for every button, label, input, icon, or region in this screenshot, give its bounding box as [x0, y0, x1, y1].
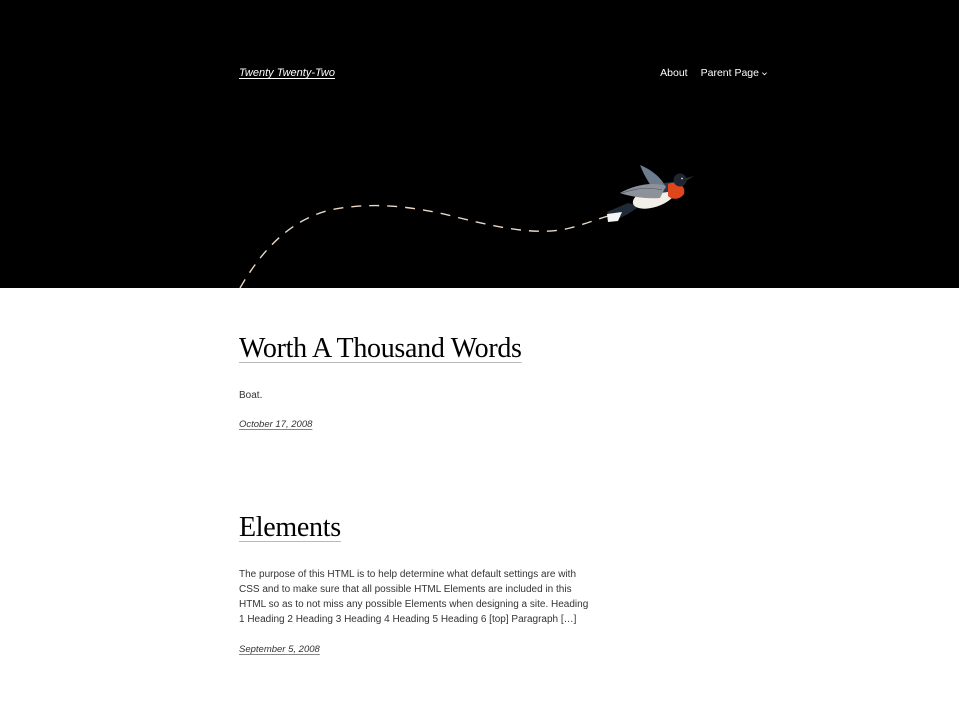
- nav-item-label: Parent Page: [700, 67, 759, 79]
- nav-item-label: About: [660, 67, 688, 79]
- flying-bird-icon: [607, 165, 694, 222]
- post-excerpt: Boat.: [239, 389, 263, 401]
- post-date-link[interactable]: October 17, 2008: [239, 418, 313, 430]
- dashed-flight-path: [240, 206, 608, 288]
- post-title-wrapper: [239, 334, 719, 365]
- post-excerpt: The purpose of this HTML is to help determine what default settings are with CSS and to make sure that all possible HTML Elements are included in this HTML so as to not miss any possible Elements when designing a site. Heading 1 Heading 2 Heading 3 Heading 4 Heading 5 Heading 6 [top] Paragraph […]: [239, 568, 589, 625]
- site-title-link[interactable]: Twenty Twenty-Two: [239, 67, 335, 79]
- flight-illustration: [0, 0, 959, 288]
- post-item: [239, 334, 719, 432]
- post-title-link[interactable]: Worth A Thousand Words: [239, 333, 522, 364]
- post-date-link[interactable]: September 5, 2008: [239, 643, 320, 655]
- post-date-wrapper: [239, 414, 719, 432]
- post-item: [239, 513, 719, 657]
- site-header: [0, 0, 959, 288]
- post-title-link[interactable]: Elements: [239, 512, 341, 543]
- post-date-wrapper: [239, 639, 719, 657]
- post-title-wrapper: [239, 513, 719, 544]
